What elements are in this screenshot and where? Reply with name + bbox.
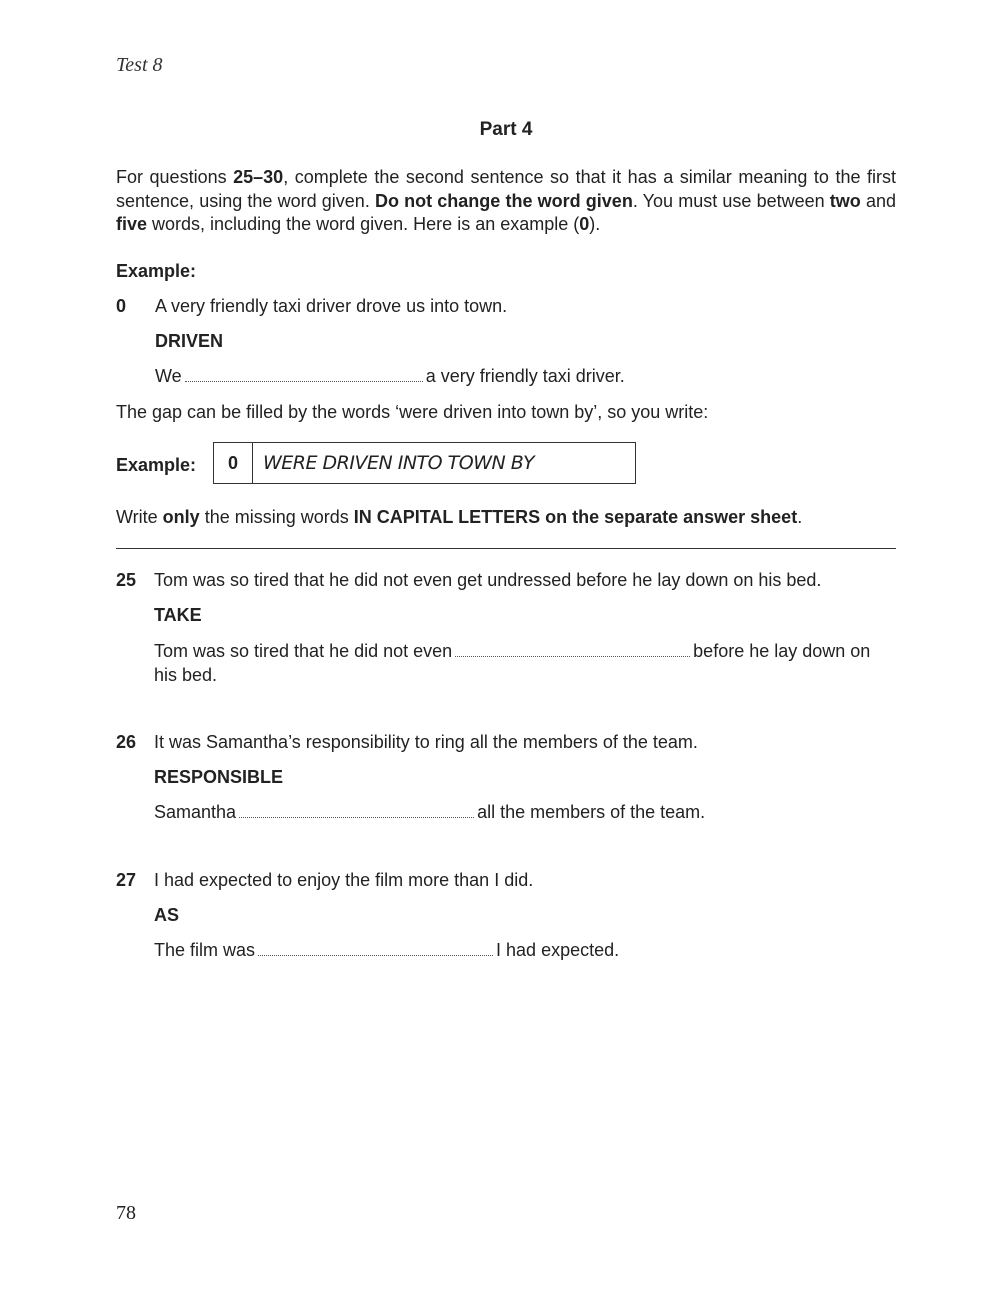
example-box-answer: WERE DRIVEN INTO TOWN BY bbox=[263, 452, 535, 474]
question-keyword: AS bbox=[154, 905, 180, 925]
question-sentence: It was Samantha’s responsibility to ring all the members of the team. bbox=[154, 732, 698, 752]
question-number: 25 bbox=[116, 570, 137, 590]
part-title: Part 4 bbox=[479, 119, 533, 140]
question-gap-sentence: Samantha all the members of the team. bbox=[154, 802, 706, 822]
example-box-number: 0 bbox=[214, 443, 253, 483]
example-heading: Example: bbox=[116, 261, 197, 281]
instructions: For questions 25–30, complete the second sentence so that it has a similar meaning to the first sentence, using the word given. Do not change the word given. You must use between two and five words, including the word given. Here is an example (0). bbox=[116, 167, 897, 234]
question-gap-sentence: Tom was so tired that he did not even before he lay down on his bed. bbox=[154, 641, 871, 685]
test-label: Test 8 bbox=[116, 54, 163, 76]
question-sentence: I had expected to enjoy the film more than I did. bbox=[154, 870, 534, 890]
example-box-label: Example: bbox=[116, 455, 197, 475]
example-number: 0 bbox=[116, 296, 127, 316]
question-gap-sentence: The film was I had expected. bbox=[154, 940, 620, 960]
question-number: 26 bbox=[116, 732, 137, 752]
example-gap bbox=[185, 367, 423, 382]
question-sentence: Tom was so tired that he did not even get undressed before he lay down on his bed. bbox=[154, 570, 822, 590]
example-gap-sentence: We a very friendly taxi driver. bbox=[155, 366, 625, 386]
question-keyword: RESPONSIBLE bbox=[154, 767, 284, 787]
write-note: Write only the missing words IN CAPITAL LETTERS on the separate answer sheet. bbox=[116, 507, 803, 527]
example-keyword: DRIVEN bbox=[155, 331, 224, 351]
answer-gap bbox=[258, 941, 493, 956]
divider bbox=[116, 548, 896, 549]
answer-gap bbox=[455, 642, 690, 657]
example-sentence: A very friendly taxi driver drove us into town. bbox=[155, 296, 508, 316]
example-explanation: The gap can be filled by the words ‘were driven into town by’, so you write: bbox=[116, 402, 709, 422]
answer-gap bbox=[239, 803, 474, 818]
question-keyword: TAKE bbox=[154, 605, 202, 625]
example-answer-box bbox=[213, 442, 636, 484]
page-number: 78 bbox=[116, 1202, 136, 1224]
question-number: 27 bbox=[116, 870, 137, 890]
